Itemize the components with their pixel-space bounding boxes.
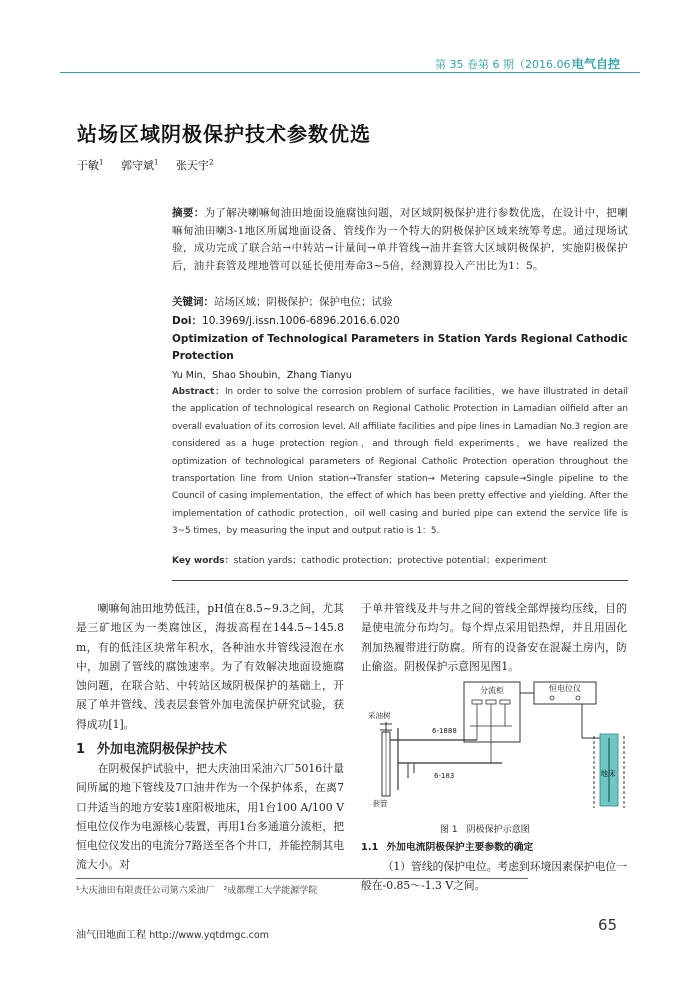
figure-caption: 图 1 阴极保护示意图 [440,825,530,835]
body-paragraph-4: （1）管线的保护电位。考虑到环境因素保护电位一般在-0.85～-1.3 V之间。 [361,860,627,893]
english-title: Optimization of Technological Parameters in Station Yards Regional Cathodic Protection [172,333,628,362]
section-title: 外加电流阴极保护技术 [97,742,228,757]
keywords-en [172,553,628,566]
section-heading-1 [76,738,227,757]
article-title: 站场区域阴极保护技术参数优选 [77,122,371,146]
journal-brand: 电气自控 [572,57,621,71]
abstract-cn [172,205,628,275]
journal-name: 油气田地面工程 [76,930,146,941]
abstract-en [172,384,628,541]
body-paragraph-2: 在阴极保护试验中，把大庆油田采油六厂5016计量间所属的地下管线及7口油井作为一个保护体系，在离7口井适当的地方安装1座阳极地床，用1台100 A/100 V恒电位仪作为电源核心装置，再用1台多通道分流柜，把恒电位仪发出的电流分7路送至各个井口，并能控制其电流大小。对 [76,762,344,872]
journal-footer [76,926,269,941]
keywords-cn-text: 站场区域；阴极保护；保护电位；试验 [214,296,393,308]
pipeline-1-label: 6-1888 [432,727,457,735]
potentiostat-label: 恒电位仪 [549,684,581,693]
casing-label: 套管 [372,799,388,808]
abstract-en-label: Abstract： [172,387,225,397]
header-divider [60,72,640,73]
abstract-divider [172,580,628,581]
keywords-cn-label: 关键词： [172,296,214,308]
section-number: 1 [76,742,86,757]
doi-label: Doi： [172,315,203,327]
cathodic-protection-diagram [362,678,630,818]
footnote-divider [76,878,528,879]
doi-value: 10.3969/j.issn.1006-6896.2016.6.020 [202,315,400,327]
journal-issue: 第 35 卷第 6 期（2016.06） [435,58,582,71]
shunt-cabinet-label: 分流柜 [480,686,504,695]
ground-bed-label: 地床 [600,769,616,778]
page-number: 65 [598,916,618,934]
keywords-en-label: Key words： [172,556,234,566]
english-authors: Yu Min，Shao Shoubin，Zhang Tianyu [172,370,352,381]
body-paragraph-1: 喇嘛甸油田地势低洼，pH值在8.5~9.3之间，尤其是三矿地区为一类腐蚀区，海拔高程在144.5~145.8 m，有的低洼区块常年积水，各种油水井管线浸泡在水中，加剧了管线的腐蚀速率。为了有效解决地面设施腐蚀问题，在联合站、中转站区域阴极保护的基础上，开展了单井管线、浅表层套管外加电流保护研究试验，获得成功[1]。 [76,602,344,731]
author-list [77,157,227,173]
pipeline-2-label: 6-183 [434,772,455,780]
subsection-number: 1.1 [361,842,379,853]
keywords-en-text: station yards；cathodic protection；protective potential；experiment [233,556,547,566]
author-2: 郭守斌$^1$ [120,158,159,172]
subsection-title: 外加电流阴极保护主要参数的确定 [386,842,534,853]
doi [172,313,628,328]
abstract-cn-text: 为了解决喇嘛甸油田地面设施腐蚀问题，对区域阴极保护进行参数优选，在设计中，把喇嘛甸油田喇3-1地区所属地面设备、管线作为一个特大的阴极保护区域来统筹考虑。通过现场试验，成功完成了联合站→中转站→计量间→单井管线→油井套管大区域阴极保护，实施阴极保护后，油井套管及埋地管可以延长使用寿命3~5倍，经测算投入产出比为1：5。 [172,207,628,272]
affiliation-footnote: ¹大庆油田有限责任公司第六采油厂 ²成都理工大学能源学院 [76,886,318,896]
wellhead-label: 采油树 [368,711,391,720]
abstract-cn-label: 摘要： [172,207,205,219]
subsection-heading [361,839,533,853]
keywords-cn [172,294,628,309]
wellhead-icon [380,722,392,732]
journal-url[interactable]: http://www.yqtdmgc.com [149,930,269,941]
abstract-en-text: In order to solve the corrosion problem of surface facilities，we have illustrated in detail the application of technological research on Regional Catholic Protection in Lamadian oilfield after an overall evaluation of its corrosion level. All affiliate facilities and pipe lines in Lamadian No.3 region are considered as a huge protection region，and through field experiments，we have realized the optimization of technological parameters of Regional Catholic Protection operation throughout the transportation line from Union station→Transfer station→ Metering capsule→Single pipeline to the Council of casing implementation，the effect of which has been pretty effective and yielding. After the implementation of cathodic protection，oil well casing and buried pipe can extend the service life is 3~5 times，by measuring the input and output ratio is 1：5. [172,387,628,537]
body-paragraph-3: 于单井管线及井与井之间的管线全部焊接均压线，目的是使电流分布均匀。每个焊点采用铝热焊，并且用固化剂加热履带进行防腐。所有的设备安在混凝土房内，防止偷盗。阴极保护示意图见图1。 [361,602,627,673]
author-3: 张天宇$^2$ [175,158,214,172]
author-1: 于敏$^1$ [77,158,104,172]
